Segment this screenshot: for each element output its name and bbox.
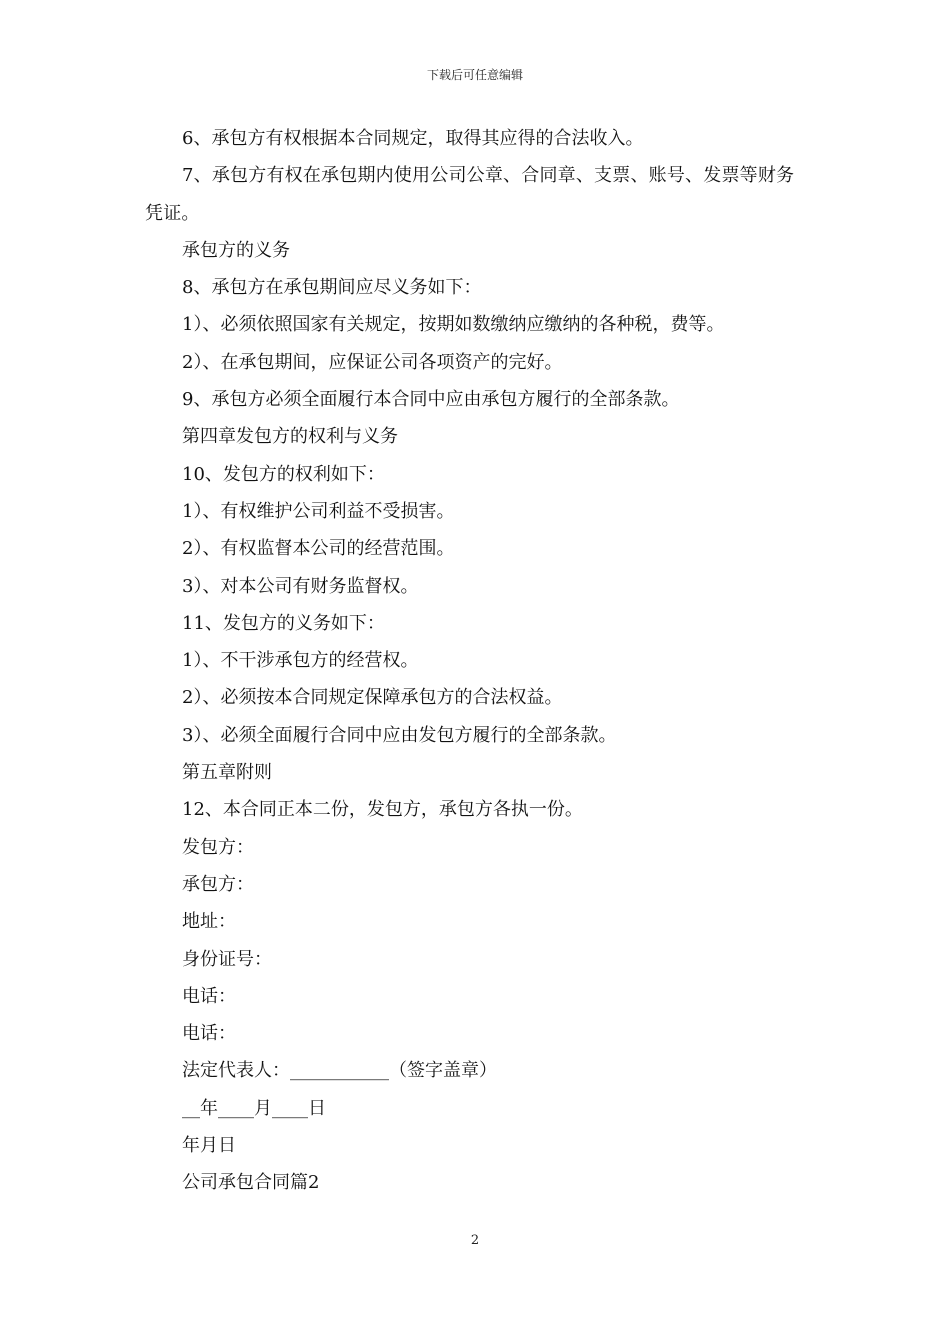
paragraph: 6、承包方有权根据本合同规定，取得其应得的合法收入。 <box>182 128 644 149</box>
list-item: 1）、必须依照国家有关规定，按期如数缴纳应缴纳的各种税，费等。 <box>182 314 725 336</box>
paragraph: 11、发包方的义务如下： <box>182 612 385 634</box>
address-field: 地址： <box>182 911 236 933</box>
phone-field: 电话： <box>182 985 236 1007</box>
list-item: 2）、必须按本合同规定保障承包方的合法权益。 <box>182 687 563 709</box>
signature-field-employer: 发包方： <box>182 836 254 858</box>
list-item: 2）、有权监督本公司的经营范围。 <box>182 538 455 560</box>
list-item: 3）、对本公司有财务监督权。 <box>182 575 419 597</box>
list-item: 1）、不干涉承包方的经营权。 <box>182 650 419 672</box>
paragraph: 9、承包方必须全面履行本合同中应由承包方履行的全部条款。 <box>182 389 680 411</box>
paragraph: 8、承包方在承包期间应尽义务如下： <box>182 277 482 299</box>
chapter-heading: 第五章附则 <box>182 762 272 784</box>
list-item: 1）、有权维护公司利益不受损害。 <box>182 500 455 522</box>
date-field: __年____月____日 <box>182 1097 326 1119</box>
page-header: 下载后可任意编辑 <box>426 68 523 82</box>
page-number: 2 <box>470 1233 480 1248</box>
list-item: 2）、在承包期间，应保证公司各项资产的完好。 <box>182 351 563 373</box>
legal-representative-field: 法定代表人：___________（签字盖章） <box>182 1060 497 1082</box>
id-number-field: 身份证号： <box>182 948 272 970</box>
section-heading: 承包方的义务 <box>182 239 290 261</box>
phone-field: 电话： <box>182 1023 236 1045</box>
paragraph: 7、承包方有权在承包期内使用公司公章、合同章、支票、账号、发票等财务凭证。 <box>145 165 795 224</box>
signature-field-contractor: 承包方： <box>182 873 254 895</box>
date-field: 年月日 <box>182 1135 236 1157</box>
document-title: 公司承包合同篇2 <box>182 1172 320 1194</box>
chapter-heading: 第四章发包方的权利与义务 <box>182 426 398 448</box>
document-body <box>145 120 810 1202</box>
list-item: 3）、必须全面履行合同中应由发包方履行的全部条款。 <box>182 724 617 746</box>
paragraph: 12、本合同正本二份，发包方，承包方各执一份。 <box>182 799 583 821</box>
paragraph: 10、发包方的权利如下： <box>182 463 385 485</box>
